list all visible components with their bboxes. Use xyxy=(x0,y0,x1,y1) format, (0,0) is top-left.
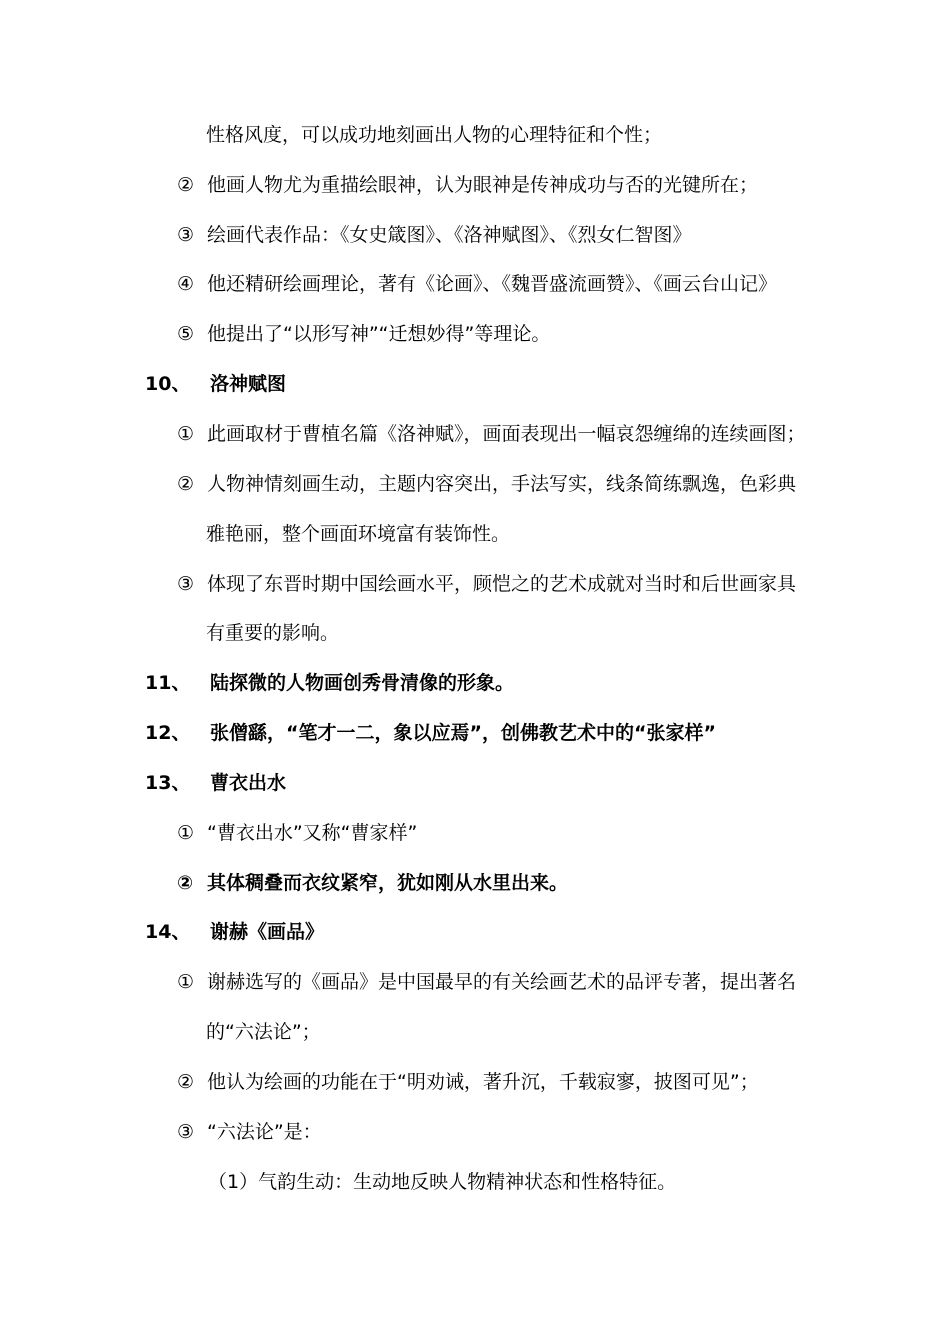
item-marker: ① xyxy=(177,822,195,844)
section-number: 13、 xyxy=(145,772,191,794)
line-text: 的“六法论”； xyxy=(206,1021,321,1043)
item-marker: ③ xyxy=(177,573,195,595)
line-text: 性格风度，可以成功地刻画出人物的心理特征和个性； xyxy=(206,124,663,146)
section-number: 11、 xyxy=(145,672,191,694)
item-marker: ② xyxy=(177,473,195,495)
line-text: 人物神情刻画生动，主题内容突出，手法写实，线条简练飘逸，色彩典 xyxy=(207,473,797,495)
section-number: 14、 xyxy=(145,921,191,943)
line-text: 他提出了“以形写神”“迁想妙得”等理论。 xyxy=(207,323,551,345)
item-marker: ③ xyxy=(177,1121,195,1143)
line-text: 谢赫选写的《画品》是中国最早的有关绘画艺术的品评专著，提出著名 xyxy=(207,971,797,993)
section-title: 陆探微的人物画创秀骨清像的形象。 xyxy=(210,672,515,694)
section-title: 谢赫《画品》 xyxy=(210,921,325,943)
line-text: 他认为绘画的功能在于“明劝诫，著升沉，千载寂寥，披图可见”； xyxy=(207,1071,759,1093)
section-number: 10、 xyxy=(145,373,191,395)
line-text: 体现了东晋时期中国绘画水平，顾恺之的艺术成就对当时和后世画家具 xyxy=(207,573,797,595)
item-marker: ⑤ xyxy=(177,323,195,345)
line-text: （1）气韵生动：生动地反映人物精神状态和性格特征。 xyxy=(208,1171,677,1193)
line-text: 此画取材于曹植名篇《洛神赋》，画面表现出一幅哀怨缠绵的连续画图； xyxy=(207,423,806,445)
item-marker: ② xyxy=(177,174,195,196)
item-marker: ③ xyxy=(177,224,195,246)
line-text: 他画人物尤为重描绘眼神，认为眼神是传神成功与否的光键所在； xyxy=(207,174,759,196)
item-marker: ④ xyxy=(177,273,195,295)
line-text: 他还精研绘画理论，著有《论画》、《魏晋盛流画赞》、《画云台山记》 xyxy=(207,273,778,295)
item-marker: ① xyxy=(177,971,195,993)
item-marker: ② xyxy=(177,872,194,894)
section-title: 曹衣出水 xyxy=(210,772,287,794)
line-text: 有重要的影响。 xyxy=(206,622,340,644)
line-text: 雅艳丽，整个画面环境富有装饰性。 xyxy=(206,523,511,545)
line-text: 其体稠叠而衣纹紧窄，犹如刚从水里出来。 xyxy=(207,872,569,894)
section-title: 张僧繇，“笔才一二，象以应焉”，创佛教艺术中的“张家样” xyxy=(210,722,716,744)
line-text: “曹衣出水”又称“曹家样” xyxy=(207,822,418,844)
line-text: “六法论”是： xyxy=(207,1121,322,1143)
item-marker: ① xyxy=(177,423,195,445)
line-text: 绘画代表作品：《女史箴图》、《洛神赋图》、《烈女仁智图》 xyxy=(207,224,692,246)
section-title: 洛神赋图 xyxy=(210,373,287,395)
item-marker: ② xyxy=(177,1071,195,1093)
section-number: 12、 xyxy=(145,722,191,744)
